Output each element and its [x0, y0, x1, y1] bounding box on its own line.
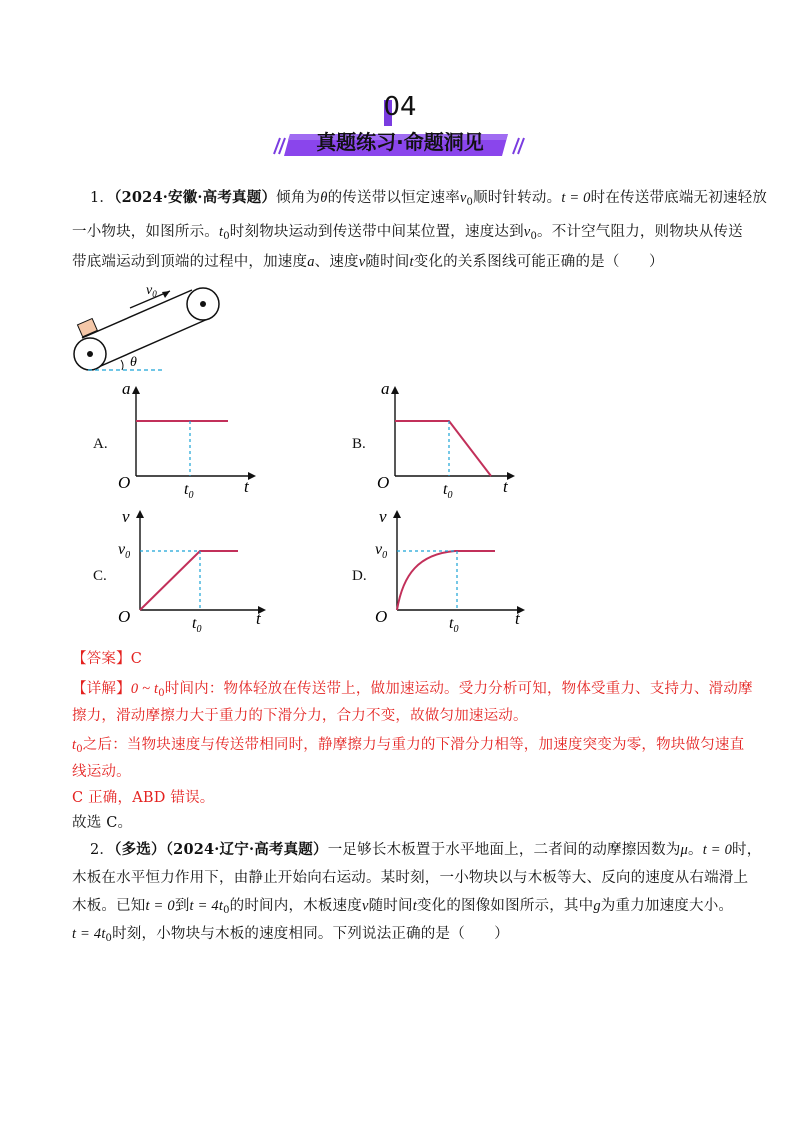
detail-line-3: $t_0$之后：当物块速度与传送带相同时，静摩擦力与重力的下滑分力相等，加速度突变为零，物块做匀速直: [72, 737, 745, 755]
option-c-label[interactable]: C.: [93, 568, 107, 584]
svg-text:t: t: [515, 609, 520, 628]
svg-text:a: a: [122, 380, 131, 398]
svg-text:O: O: [118, 607, 131, 626]
svg-text:a: a: [381, 380, 390, 398]
svg-text:v: v: [122, 507, 130, 526]
svg-text:t0: $t_0$: [184, 481, 194, 500]
graph-d: [369, 504, 539, 634]
svg-text:O: O: [118, 473, 131, 492]
q1-line-2: 一小物块，如图所示。$t_0$时刻物块运动到传送带中间某位置，速度达到$v_0$。不计空气阻力，则物块从传送: [72, 224, 743, 242]
svg-text:t0: $t_0$: [192, 615, 202, 634]
svg-text:t: t: [256, 609, 261, 628]
q2-line-4: $t = 4t_0$时刻，小物块与木板的速度相同。下列说法正确的是（ ）: [72, 926, 510, 944]
svg-text:O: O: [375, 607, 388, 626]
graph-c: [110, 504, 280, 634]
svg-text:O: O: [377, 473, 390, 492]
q2-line-3: 木板。已知t = 0到$t = 4t_0$的时间内，木板速度v随时间t变化的图像如图所示，其中g为重力加速度大小。: [72, 898, 734, 916]
svg-text:v: v: [379, 507, 387, 526]
option-d-label[interactable]: D.: [352, 568, 367, 584]
conveyor-belt-diagram: [60, 272, 240, 382]
detail-line-1: 【详解】0 ~ $t_0$时间内：物体轻放在传送带上，做加速运动。受力分析可知，物体受重力、支持力、滑动摩: [72, 681, 753, 699]
block: [77, 318, 97, 336]
detail-line-5: C 正确，ABD 错误。: [72, 790, 215, 806]
detail-line-4: 线运动。: [72, 764, 131, 780]
option-a-label[interactable]: A.: [93, 436, 108, 452]
graph-a: [110, 380, 270, 500]
option-b-label[interactable]: B.: [352, 436, 366, 452]
v0-label: $v_0$: [146, 283, 157, 299]
q1-line-3: 带底端运动到顶端的过程中，加速度a、速度v随时间t变化的关系图线可能正确的是（ ）: [72, 254, 664, 270]
q2-line-1: 2．（多选）（2024·辽宁·高考真题）一足够长木板置于水平地面上，二者间的动摩擦因数为μ。t = 0时，: [90, 841, 762, 858]
svg-text:v0: $v_0$: [118, 541, 131, 561]
svg-text:t: t: [503, 477, 508, 496]
conclusion: 故选 C。: [72, 815, 133, 831]
graph-b: [369, 380, 529, 500]
svg-text:t0: $t_0$: [449, 615, 459, 634]
answer-label: 【答案】C: [72, 651, 143, 667]
theta-label: θ: [130, 355, 137, 370]
section-title: 真题练习·命题洞见: [316, 130, 484, 154]
svg-text:v0: $v_0$: [375, 541, 388, 561]
q1-line-1: 1．（2024·安徽·高考真题）倾角为θ的传送带以恒定速率$v_0$顺时针转动。t = 0时在传送带底端无初速轻放: [90, 189, 768, 208]
detail-line-2: 擦力，滑动摩擦力大于重力的下滑分力，合力不变，故做匀加速运动。: [72, 708, 528, 724]
q2-line-2: 木板在水平恒力作用下，由静止开始向右运动。某时刻，一小物块以与木板等大、反向的速度从右端滑上: [72, 870, 749, 886]
svg-text:t0: $t_0$: [443, 481, 453, 500]
section-number: 04: [383, 92, 417, 122]
svg-text:t: t: [244, 477, 249, 496]
